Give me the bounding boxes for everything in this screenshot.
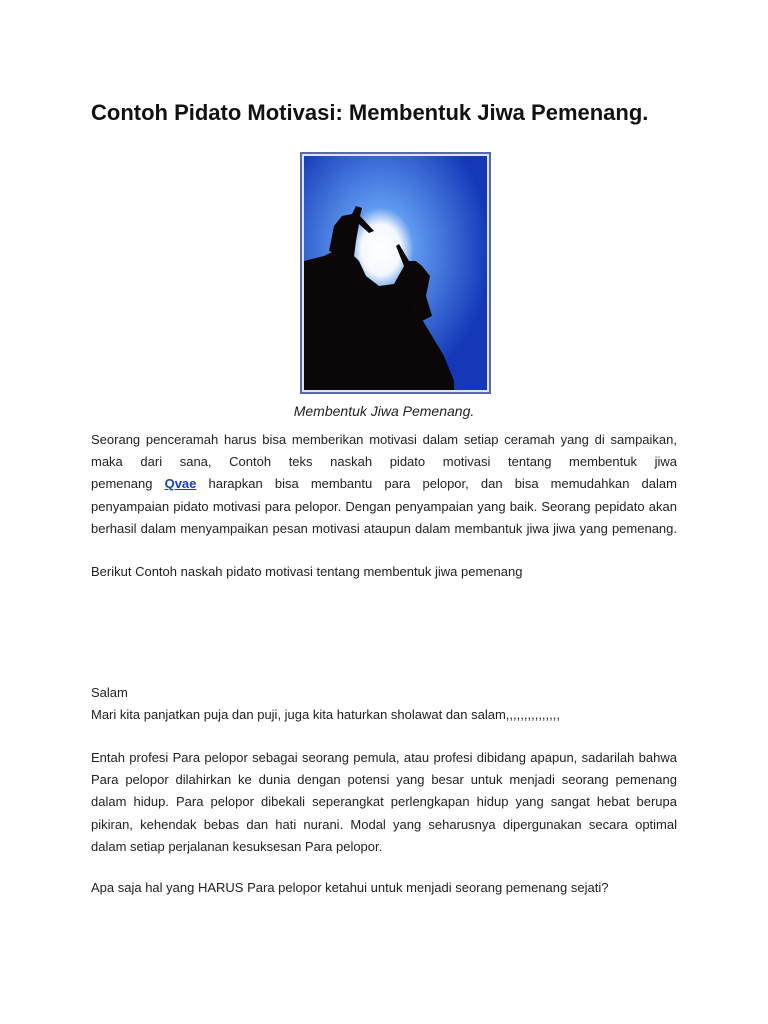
text-line: dalam hidup. Para pelopor dibekali seperangkat perlengkapan hidup yang sangat hebat berupa: [91, 794, 677, 810]
paragraph-intro: [91, 429, 677, 540]
intro-line: Berikut Contoh naskah pidato motivasi tentang membentuk jiwa pemenang: [91, 564, 523, 579]
text-line: penyampaian pidato motivasi para pelopor. Dengan penyampaian yang baik. Seorang pepidato akan: [91, 498, 677, 514]
qvae-link[interactable]: Qvae: [164, 476, 197, 492]
question: Apa saja hal yang HARUS Para pelopor ketahui untuk menjadi seorang pemenang sejati?: [91, 880, 609, 895]
paragraph-potential: [91, 747, 677, 858]
text-line: [91, 473, 677, 495]
salam: Salam: [91, 685, 128, 700]
text-segment: harapkan bisa membantu para pelopor, dan bisa memudahkan dalam: [208, 476, 677, 492]
page-title: Contoh Pidato Motivasi: Membentuk Jiwa Pemenang.: [91, 100, 649, 125]
text-line: Seorang penceramah harus bisa memberikan motivasi dalam setiap ceramah yang di sampaikan,: [91, 432, 677, 447]
text-segment: pemenang: [91, 476, 153, 492]
text-line: pikiran, kehendak bebas dan hati nurani. Modal yang seharusnya dipergunakan secara optimal: [91, 816, 677, 832]
text-line: berhasil dalam menyampaikan pesan motivasi ataupun dalam membantuk jiwa jiwa yang pemenang.: [91, 520, 677, 536]
greeting: Mari kita panjatkan puja dan puji, juga kita haturkan sholawat dan salam,,,,,,,,,,,,,,,: [91, 707, 560, 722]
text-line: Para pelopor dilahirkan ke dunia dengan potensi yang besar untuk menjadi seorang pemenang: [91, 772, 677, 788]
climbers-silhouette-illustration: [304, 156, 487, 390]
climbers-image: [300, 152, 491, 394]
text-line: dalam setiap perjalanan kesuksesan Para pelopor.: [91, 838, 383, 854]
image-caption: Membentuk Jiwa Pemenang.: [293, 403, 475, 419]
text-line: Entah profesi Para pelopor sebagai seorang pemula, atau profesi dibidang apapun, sadarilah bahwa: [91, 750, 677, 765]
text-line: maka dari sana, Contoh teks naskah pidato motivasi tentang membentuk jiwa: [91, 454, 677, 470]
